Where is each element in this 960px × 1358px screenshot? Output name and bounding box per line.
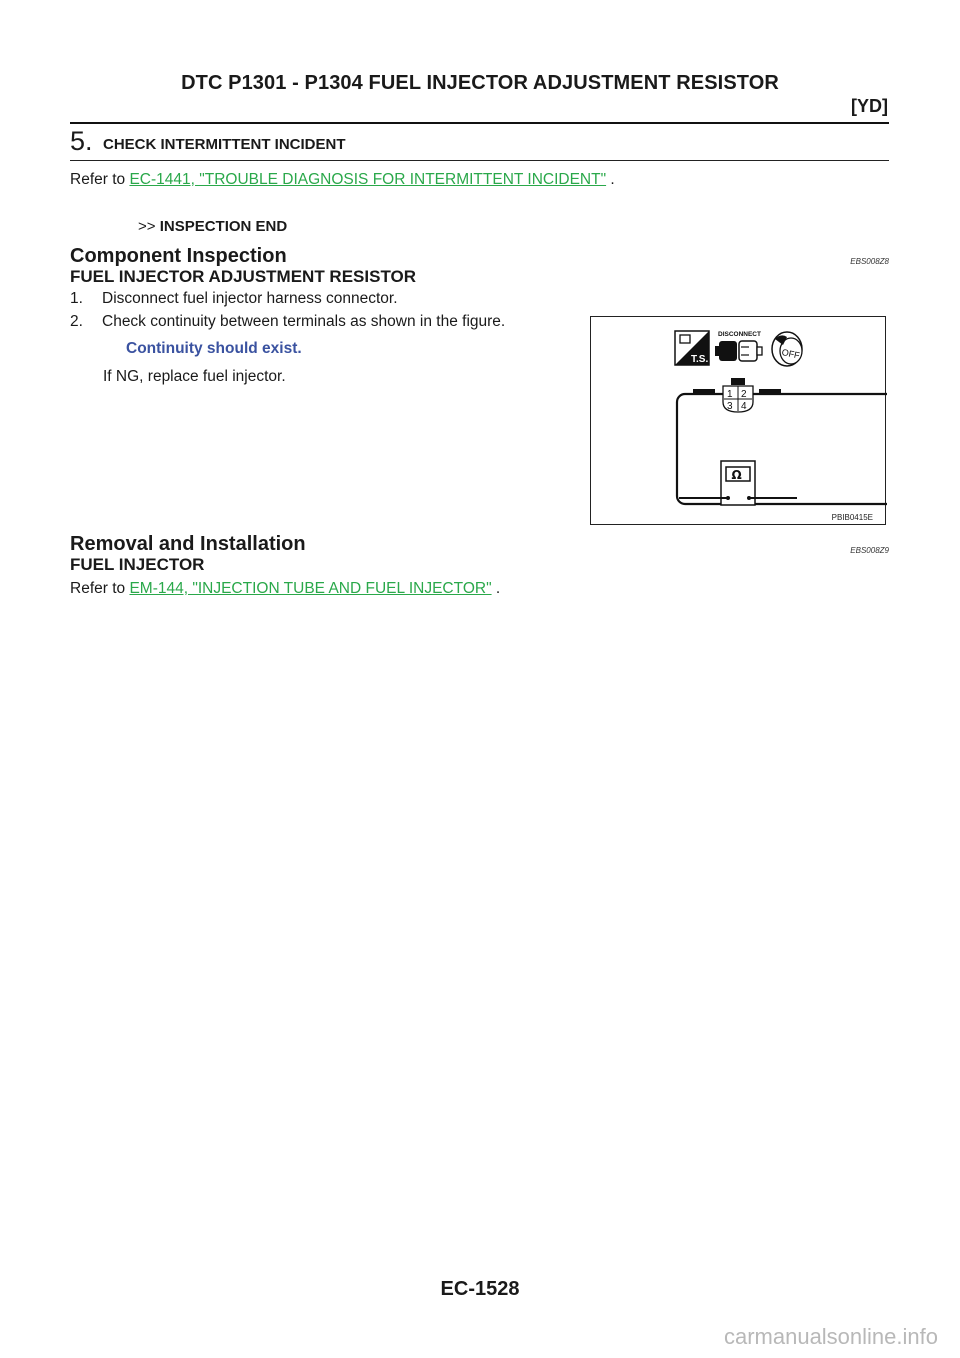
- result-text: INSPECTION END: [159, 218, 288, 235]
- page-title: DTC P1301 - P1304 FUEL INJECTOR ADJUSTMENT RESISTOR: [181, 72, 779, 94]
- figure-code: PBIB0415E: [831, 513, 873, 522]
- ts-icon: [675, 331, 709, 365]
- terminal-3: 3: [727, 401, 733, 412]
- step-result: [138, 218, 287, 235]
- inspection-step-2: [70, 313, 505, 331]
- disconnect-label: DISCONNECT: [718, 331, 761, 338]
- inspection-step-1: [70, 290, 398, 308]
- inspection-step-2-text: Check continuity between terminals as shown in the figure.: [102, 313, 506, 330]
- component-inspection-code: EBS008Z8: [850, 257, 889, 266]
- removal-subheading: FUEL INJECTOR: [70, 555, 205, 574]
- step-title: CHECK INTERMITTENT INCIDENT: [103, 136, 346, 153]
- step-number: 5.: [70, 126, 93, 156]
- refer-suffix: .: [606, 171, 615, 188]
- header-rule: [70, 122, 889, 124]
- step-refer-line: [70, 171, 615, 189]
- removal-heading: Removal and Installation: [70, 533, 306, 555]
- model-tag: [YD]: [851, 96, 888, 116]
- inspection-step-2-num: 2.: [70, 313, 83, 330]
- result-arrow: >>: [138, 218, 160, 235]
- terminal-4: 4: [741, 401, 747, 412]
- removal-refer-prefix: Refer to: [70, 580, 130, 597]
- ts-label: T.S.: [691, 354, 709, 365]
- removal-refer-line: [70, 580, 500, 598]
- inspection-step-1-text: Disconnect fuel injector harness connector.: [102, 290, 398, 307]
- refer-prefix: Refer to: [70, 171, 130, 188]
- page-number: EC-1528: [440, 1278, 520, 1300]
- figure-svg: [591, 317, 887, 526]
- component-inspection-heading: Component Inspection: [70, 245, 287, 267]
- watermark: carmanualsonline.info: [723, 1324, 938, 1349]
- ohm-symbol: Ω: [731, 468, 742, 482]
- ignition-key-off-icon: [772, 332, 802, 366]
- intermittent-incident-link[interactable]: EC-1441, "TROUBLE DIAGNOSIS FOR INTERMITTENT INCIDENT": [129, 171, 607, 188]
- removal-code: EBS008Z9: [850, 546, 889, 555]
- injection-tube-link[interactable]: EM-144, "INJECTION TUBE AND FUEL INJECTOR": [129, 580, 492, 597]
- continuity-spec: Continuity should exist.: [126, 340, 302, 357]
- ng-instruction: If NG, replace fuel injector.: [103, 368, 286, 385]
- disconnect-connector-icon: [715, 341, 762, 361]
- component-inspection-subheading: FUEL INJECTOR ADJUSTMENT RESISTOR: [70, 267, 417, 286]
- step-rule: [70, 160, 889, 161]
- off-label: OFF: [780, 347, 801, 361]
- terminal-1: 1: [727, 389, 733, 400]
- continuity-figure: [590, 316, 886, 525]
- inspection-step-1-num: 1.: [70, 290, 83, 307]
- terminal-2: 2: [741, 389, 747, 400]
- removal-refer-suffix: .: [491, 580, 501, 597]
- terminal-connector: [693, 378, 781, 412]
- circuit-wiring: [677, 394, 887, 504]
- ohmmeter-icon: [679, 461, 797, 505]
